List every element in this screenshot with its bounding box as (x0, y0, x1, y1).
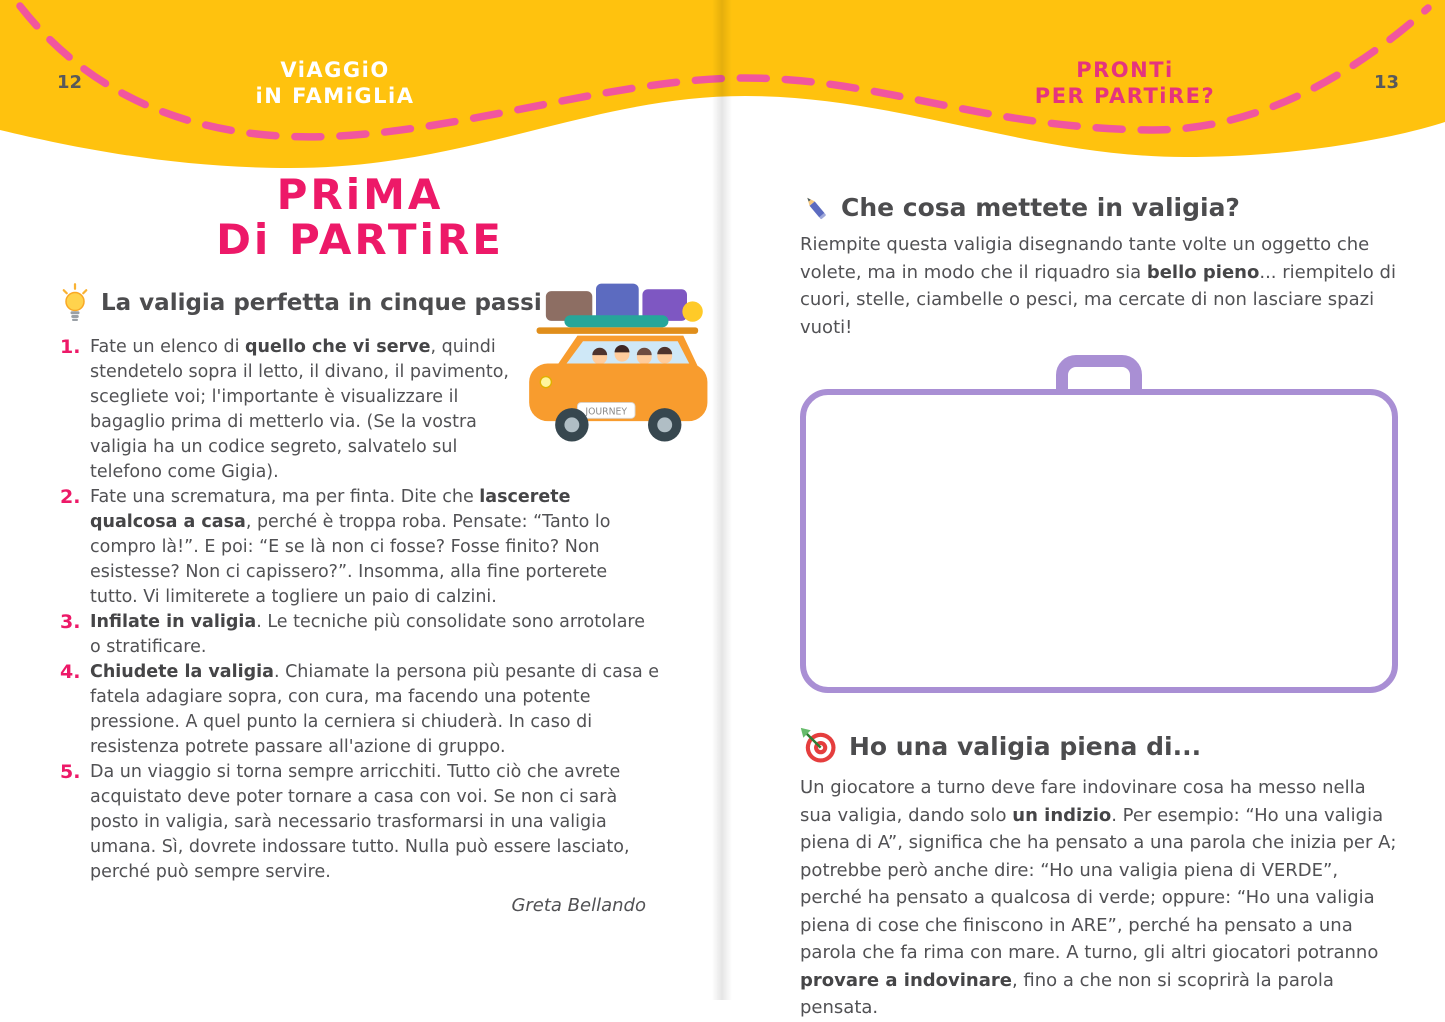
step-number: 1. (60, 335, 81, 358)
suitcase-outline (800, 389, 1398, 693)
list-item (60, 660, 660, 760)
pencil-icon (800, 192, 830, 222)
left-header-line2: iN FAMiGLiA (255, 84, 415, 109)
section2-paragraph: Un giocatore a turno deve fare indovinare cosa ha messo nella sua valigia, dando solo un indizio. Per esempio: “Ho una valigia piena di A”, significa che ha pensato a una parola che inizia per A; potrebbe però anche dire: “Ho una valigia piena di VERDE”, perché ha pensato a qualcosa di verde; oppure: “Ho una valigia piena di cose che finiscono in ARE”, perché ha pensato a una parola che fa rima con mare. A turno, gli altri giocatori potranno provare a indovinare, fino a che non si scoprirà la parola pensata. (800, 777, 1397, 1018)
page-number-right: 13 (1374, 72, 1400, 93)
suitcase-drawing-area (800, 381, 1398, 703)
section-heading-valigia-piena (800, 727, 1398, 765)
page-number-left: 12 (57, 72, 83, 93)
target-icon (800, 727, 838, 765)
section-title-text: La valigia perfetta in cinque passi (101, 289, 542, 316)
section-heading-cosa-mettete (800, 192, 1398, 222)
luggage-teal (564, 315, 668, 327)
headlight (540, 377, 551, 388)
step-number: 2. (60, 485, 81, 508)
lightbulb-icon (60, 283, 90, 323)
step-text: Fate una scrematura, ma per finta. Dite che lascerete qualcosa a casa, perché è troppa roba. Pensate: “Tanto lo compro là!”. E poi: “E se là non ci fosse? Fosse finito? Non esistesse? Non ci capissero?”. Insomma, alla fine porterete tutto. Vi limiterete a togliere un paio di calzini. (90, 486, 611, 607)
page-title-line1: PRiMA (276, 170, 444, 219)
step-number: 4. (60, 660, 81, 683)
section2-title-text: Ho una valigia piena di... (849, 731, 1202, 761)
step-text: Infilate in valigia. Le tecniche più consolidate sono arrotolare o stratificare. (90, 611, 645, 657)
right-header-line2: PER PARTiRE? (1034, 84, 1216, 109)
right-page (800, 172, 1398, 1022)
right-page-header (1005, 57, 1245, 110)
author-signature: Greta Bellando (511, 894, 646, 916)
car-illustration (518, 278, 713, 454)
list-item (60, 485, 660, 610)
left-header-line1: ViAGGiO (280, 58, 390, 82)
section1-paragraph: Riempite questa valigia disegnando tante volte un oggetto che volete, ma in modo che il riquadro sia bello pieno... riempitelo di cuori, stelle, ciambelle o pesci, ma cercate di non lasciare spazi vuoti! (800, 234, 1396, 338)
step-text: Chiudete la valigia. Chiamate la persona più pesante di casa e fatela adagiare sopra, con cura, ma facendo una potente pressione. A quel punto la cerniera si chiuderà. In caso di resistenza potrete passare all'azione di gruppo. (90, 661, 660, 757)
right-header-line1: PRONTi (1076, 58, 1174, 82)
page-title-line2: Di PARTiRE (216, 215, 504, 265)
left-page-header (205, 57, 465, 110)
step-number: 3. (60, 610, 81, 633)
list-item (60, 610, 660, 660)
page-title (60, 172, 660, 263)
section1-title-text: Che cosa mettete in valigia? (841, 192, 1240, 222)
step-text: Fate un elenco di quello che vi serve, quindi stendetelo sopra il letto, il divano, il pavimento, scegliete voi; l'importante è visualizzare il bagaglio prima di metterlo via. (Se la vostra valigia ha un codice segreto, salvatelo sul telefono come Gigia). (90, 336, 509, 482)
step-number: 5. (60, 760, 81, 783)
car-plate-text: JOURNEY (585, 406, 628, 418)
step-text: Da un viaggio si torna sempre arricchiti. Tutto ciò che avrete acquistato deve poter tornare a casa con voi. Se non ci sarà posto in valigia, sarà necessario trasformarsi in una valigia umana. Sì, dovrete indossare tutto. Nulla può essere lasciato, perché può sempre servire. (90, 761, 630, 882)
list-item (60, 760, 660, 885)
luggage-yellow (682, 301, 702, 321)
